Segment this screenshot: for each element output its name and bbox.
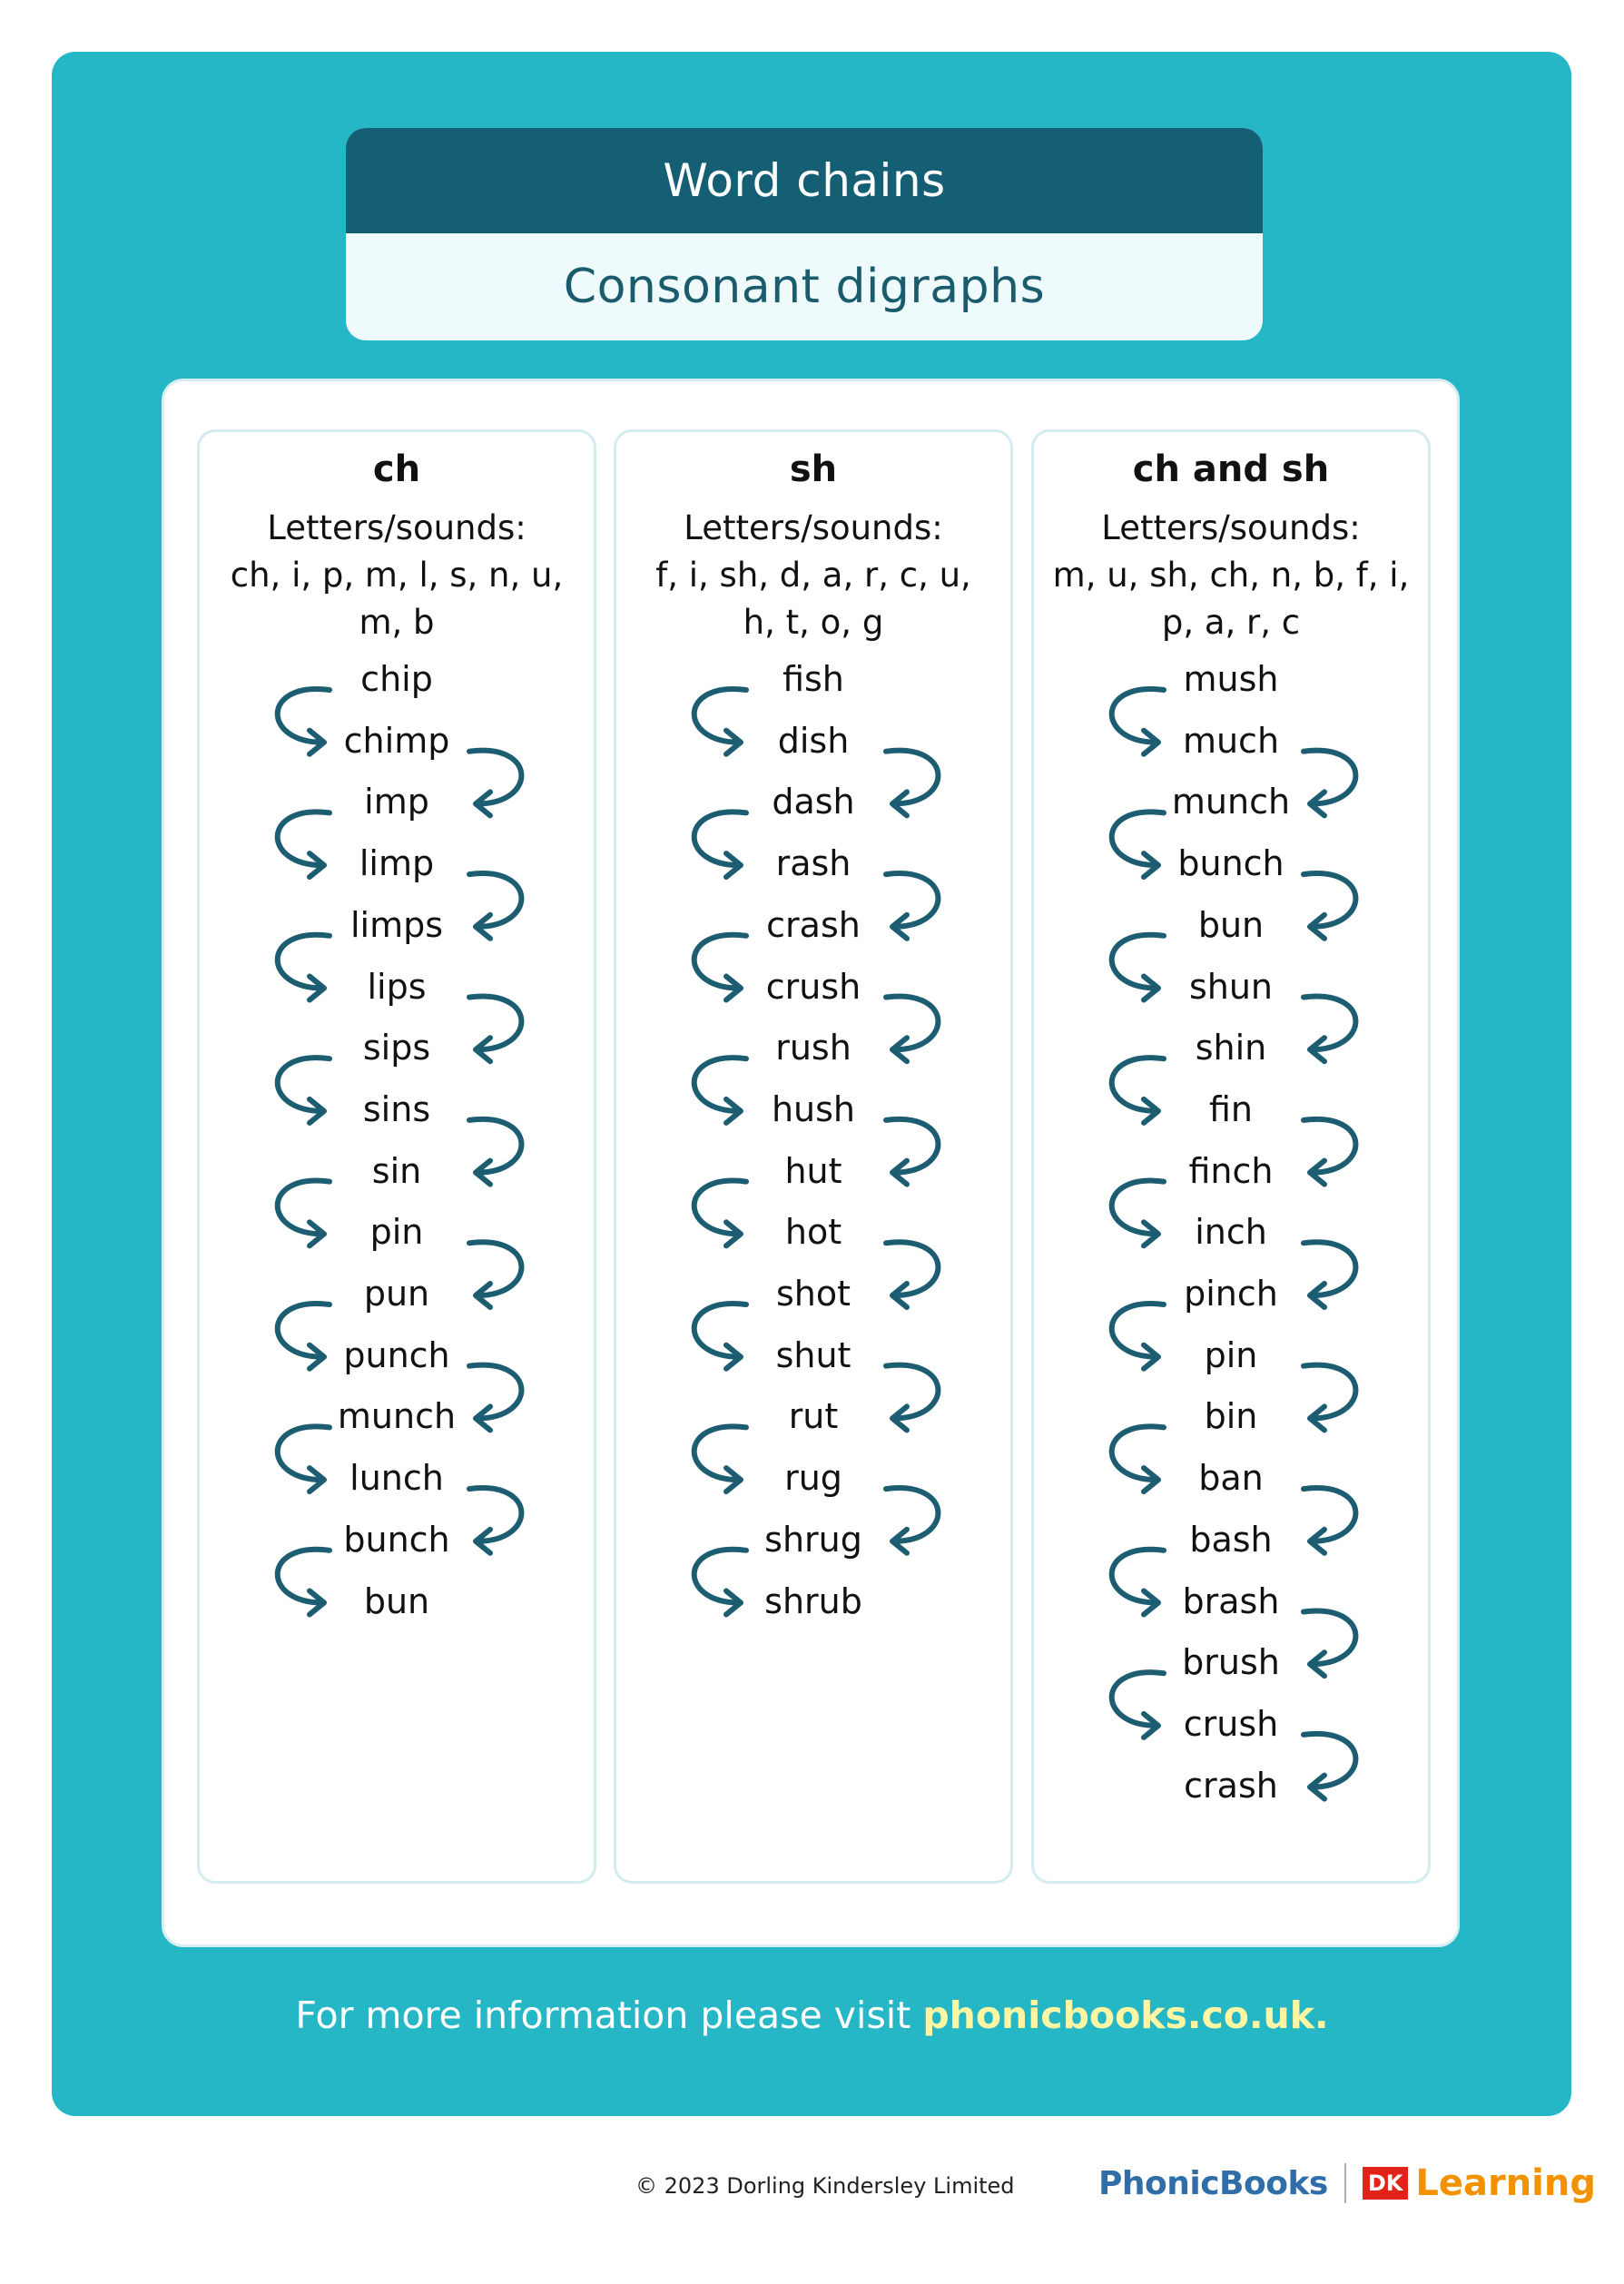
chain-word: shot [775, 1274, 851, 1314]
chain-word: crash [766, 904, 861, 945]
chain-word: bun [363, 1580, 430, 1621]
chain-word: shrug [764, 1519, 862, 1560]
chain-word: chip [360, 659, 433, 699]
chain-word: pin [369, 1212, 424, 1253]
footer-info [0, 1994, 1624, 2037]
chain-word: hot [784, 1212, 842, 1253]
letters-label: Letters/sounds: [684, 508, 943, 547]
chain-word: brash [1182, 1580, 1280, 1621]
footer-info-text: For more information please visit [295, 1994, 923, 2037]
chain-word: hush [771, 1088, 856, 1129]
copyright-text: © 2023 Dorling Kindersley Limited [635, 2173, 1015, 2199]
chain-word: punch [343, 1334, 450, 1375]
dk-logo: DK [1363, 2167, 1409, 2200]
chain-word: bash [1189, 1519, 1273, 1560]
logo-divider [1344, 2163, 1346, 2203]
chain-word: pun [363, 1274, 430, 1314]
chain-word: rash [775, 843, 851, 884]
chain-word: bin [1204, 1396, 1258, 1437]
letters-label: Letters/sounds: [267, 508, 527, 547]
page-subtitle: Consonant digraphs [563, 260, 1046, 314]
title-card [346, 128, 1263, 340]
chain-word: munch [337, 1396, 457, 1437]
chain-word: ban [1198, 1458, 1264, 1499]
chain-word: sips [362, 1028, 431, 1068]
chain-word: pinch [1184, 1274, 1278, 1314]
chain-word: lips [367, 966, 427, 1007]
chain-word: crush [1183, 1703, 1279, 1744]
chain-word: shun [1188, 966, 1274, 1007]
chain-word: pin [1204, 1334, 1258, 1375]
chain-word: brush [1182, 1642, 1280, 1683]
chain-word: sin [371, 1150, 422, 1191]
chain-word: mush [1183, 659, 1279, 699]
chain-word: shin [1195, 1028, 1267, 1068]
chain-word: inch [1195, 1212, 1267, 1253]
chain-word: limps [349, 904, 444, 945]
chain-word: bunch [343, 1519, 450, 1560]
chain-word: much [1182, 720, 1280, 761]
letters-line: p, a, r, c [1161, 603, 1301, 642]
chain-word: dash [772, 782, 855, 822]
page-title: Word chains [346, 128, 1263, 233]
chain-word: crash [1184, 1765, 1278, 1806]
chain-word: lunch [349, 1458, 444, 1499]
chain-word: dish [777, 720, 850, 761]
letters-line: ch, i, p, m, l, s, n, u, m, b [230, 556, 564, 642]
chain-word: munch [1171, 782, 1291, 822]
chain-word: bunch [1177, 843, 1284, 884]
column-ch [197, 429, 596, 1884]
chain-word: finch [1188, 1150, 1274, 1191]
column-title: sh [789, 448, 838, 490]
chain-word: fin [1208, 1088, 1254, 1129]
website-link[interactable]: phonicbooks.co.uk. [922, 1994, 1329, 2037]
column-ch-and-sh [1031, 429, 1431, 1884]
letters-line: f, i, sh, d, a, r, c, u, [655, 556, 971, 595]
chain-word: rush [775, 1028, 851, 1068]
chain-word: crush [765, 966, 861, 1007]
brand-logos [1098, 2162, 1596, 2204]
chain-word: shrub [764, 1580, 862, 1621]
chain-word: hut [784, 1150, 842, 1191]
letters-line: m, u, sh, ch, n, b, f, i, [1052, 556, 1410, 595]
chain-word: chimp [343, 720, 450, 761]
chain-word: limp [359, 843, 435, 884]
chain-word: rug [784, 1458, 842, 1499]
chain-word: fish [782, 659, 844, 699]
chain-word: sins [362, 1088, 431, 1129]
column-sh [614, 429, 1013, 1884]
learning-logo: Learning [1415, 2162, 1596, 2204]
letters-line: h, t, o, g [743, 603, 884, 642]
letters-label: Letters/sounds: [1101, 508, 1361, 547]
column-title: ch [372, 448, 421, 490]
chain-word: imp [364, 782, 429, 822]
chain-word: rut [788, 1396, 839, 1437]
column-title: ch and sh [1132, 448, 1330, 490]
phonicbooks-logo: PhonicBooks [1098, 2164, 1328, 2202]
chain-word: bun [1197, 904, 1265, 945]
chain-word: shut [775, 1334, 851, 1375]
